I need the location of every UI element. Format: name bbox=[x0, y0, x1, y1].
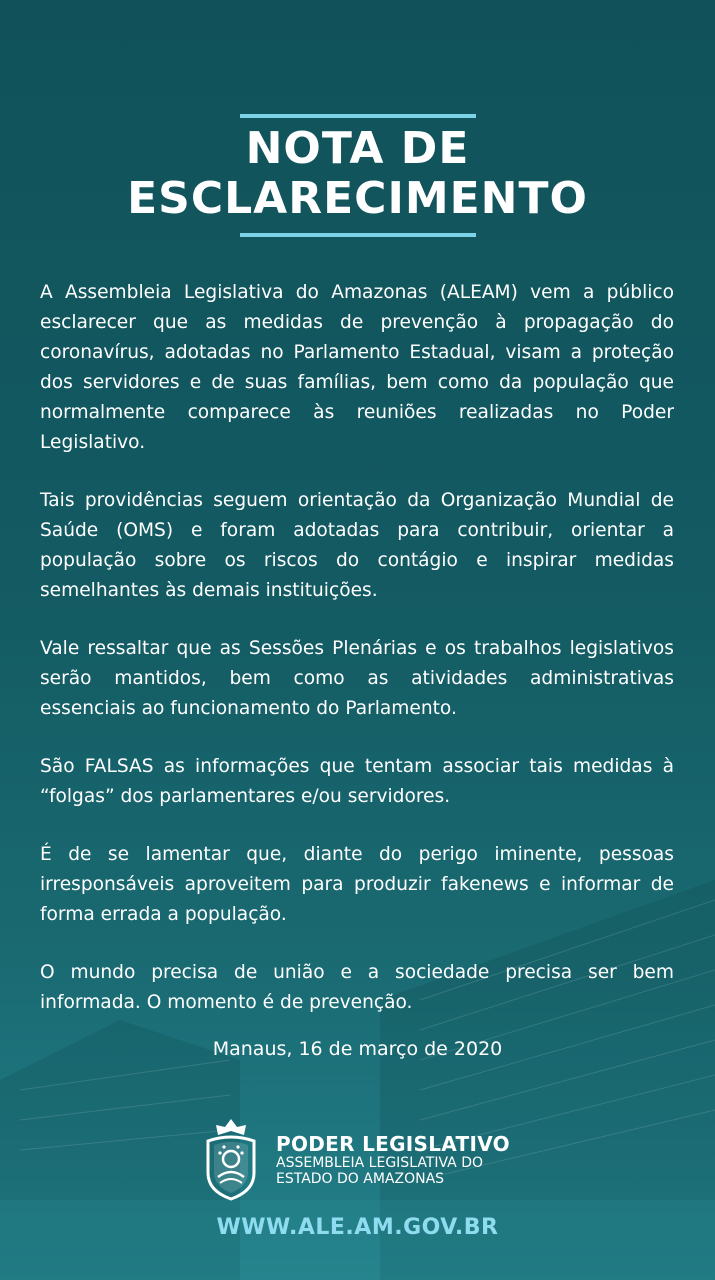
logo-line-3: ESTADO DO AMAZONAS bbox=[276, 1171, 445, 1187]
paragraph-2: Tais providências seguem orientação da Organização Mundial de Saúde (OMS) e foram adotadas para contribuir, orientar a população sobre os riscos do contágio e inspirar medidas semelhantes às demais instituições. bbox=[40, 490, 674, 601]
title-line-2: ESCLARECIMENTO bbox=[127, 173, 588, 224]
institution-logo bbox=[200, 1115, 530, 1205]
title-line-1: NOTA DE bbox=[245, 123, 470, 174]
logo-line-2: ASSEMBLEIA LEGISLATIVA DO bbox=[276, 1155, 483, 1171]
note-body bbox=[40, 278, 674, 1046]
title-top-rule bbox=[240, 114, 476, 118]
note-date: Manaus, 16 de março de 2020 bbox=[212, 1038, 503, 1060]
paragraph-4: São FALSAS as informações que tentam associar tais medidas à “folgas” dos parlamentares e/ou servidores. bbox=[40, 756, 674, 807]
state-crest-icon bbox=[200, 1115, 262, 1203]
logo-text bbox=[276, 1133, 536, 1187]
paragraph-3: Vale ressaltar que as Sessões Plenárias e os trabalhos legislativos serão mantidos, bem como as atividades administrativas essenciais ao funcionamento do Parlamento. bbox=[40, 638, 674, 719]
paragraph-5: É de se lamentar que, diante do perigo iminente, pessoas irresponsáveis aproveitem para produzir fakenews e informar de forma errada a população. bbox=[40, 844, 674, 925]
paragraph-6: O mundo precisa de união e a sociedade precisa ser bem informada. O momento é de prevenção. bbox=[40, 962, 674, 1013]
paragraph-1: A Assembleia Legislativa do Amazonas (ALEAM) vem a público esclarecer que as medidas de prevenção à propagação do coronavírus, adotadas no Parlamento Estadual, visam a proteção dos servidores e de suas famílias, bem como da população que normalmente comparece às reuniões realizadas no Poder Legislativo. bbox=[40, 282, 674, 453]
title-bottom-rule bbox=[240, 233, 476, 237]
website-link[interactable]: WWW.ALE.AM.GOV.BR bbox=[216, 1215, 499, 1240]
page-title bbox=[0, 124, 715, 224]
logo-line-1: PODER LEGISLATIVO bbox=[276, 1132, 510, 1156]
